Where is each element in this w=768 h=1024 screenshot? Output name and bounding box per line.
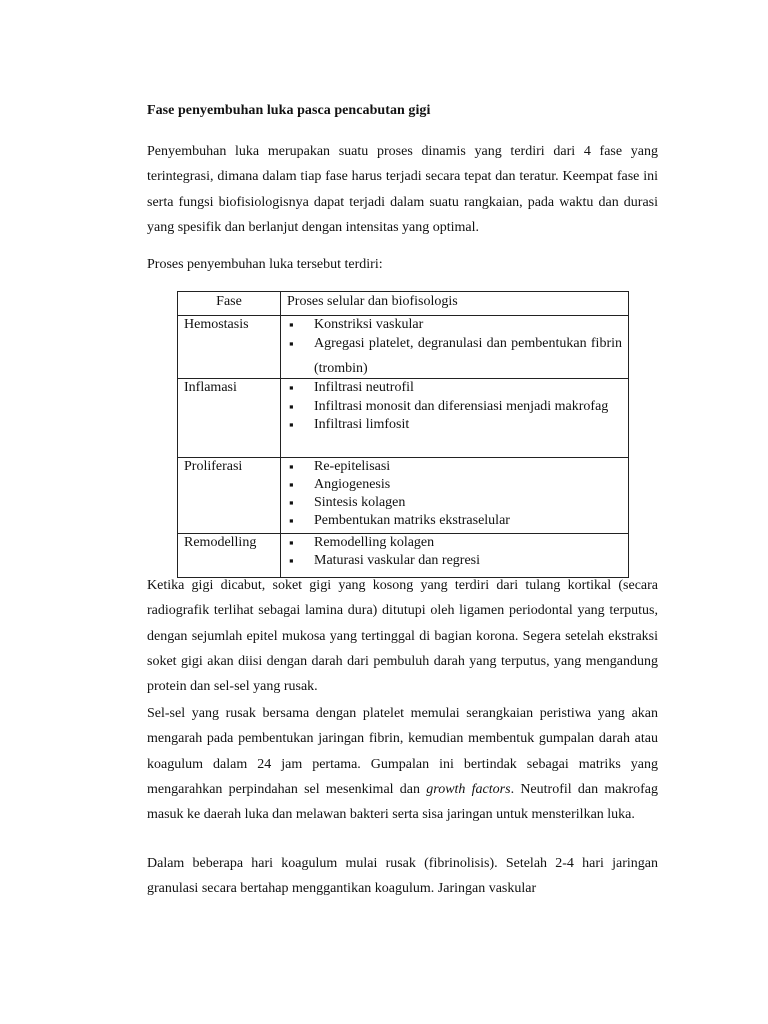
process-list	[287, 379, 622, 434]
list-item: ▪ Infiltrasi monosit dan diferensiasi menjadi makrofag	[314, 394, 622, 419]
table-row	[178, 316, 629, 379]
healing-phases-table	[177, 291, 629, 578]
table-lead-text: Proses penyembuhan luka tersebut terdiri:	[147, 257, 383, 272]
header-phase: Fase	[178, 292, 281, 316]
list-item: ▪ Konstriksi vaskular	[314, 316, 622, 334]
clot-paragraph	[147, 701, 658, 827]
list-item: ▪ Pembentukan matriks ekstraselular	[314, 512, 622, 530]
list-item: ▪ Remodelling kolagen	[314, 534, 622, 552]
phase-label: Proliferasi	[184, 459, 243, 474]
phase-label: Inflamasi	[184, 380, 237, 395]
header-process: Proses selular dan biofisologis	[281, 292, 629, 316]
list-item: ▪ Re-epitelisasi	[314, 458, 622, 476]
list-item: ▪ Angiogenesis	[314, 476, 622, 494]
list-item: ▪ Maturasi vaskular dan regresi	[314, 552, 622, 570]
phase-label: Hemostasis	[184, 317, 249, 332]
list-item: ▪ Infiltrasi limfosit	[314, 416, 622, 434]
table-row	[178, 534, 629, 578]
process-list	[287, 316, 622, 381]
list-item: ▪ Sintesis kolagen	[314, 494, 622, 512]
document-title: Fase penyembuhan luka pasca pencabutan gigi	[147, 103, 431, 118]
clot-text-start: Sel-sel yang rusak bersama dengan platelet memulai serangkaian peristiwa yang akan mengarah pada pembentukan jaringan fibrin, kemudian membentuk gumpalan darah atau koagulum dalam 24 jam pertama. Gumpalan ini bertindak sebagai matriks yang mengarahkan perpindahan sel mesenkimal dan	[147, 706, 658, 797]
fibrinolysis-paragraph: Dalam beberapa hari koagulum mulai rusak (fibrinolisis). Setelah 2-4 hari jaringan granulasi secara bertahap menggantikan koagulum. Jaringan vaskular	[147, 856, 658, 897]
process-list	[287, 534, 622, 570]
list-item: ▪ Agregasi platelet, degranulasi dan pembentukan fibrin (trombin)	[314, 331, 622, 381]
extraction-paragraph: Ketika gigi dicabut, soket gigi yang kosong yang terdiri dari tulang kortikal (secara radiografik terlihat sebagai lamina dura) ditutupi oleh ligamen periodontal yang terputus, dengan sejumlah epitel mukosa yang tertinggal di bagian korona. Segera setelah ekstraksi soket gigi akan diisi dengan darah dari pembuluh darah yang terputus, yang mengandung protein dan sel-sel yang rusak.	[147, 578, 658, 695]
clot-text-end: . Neutrofil dan makrofag masuk ke daerah luka dan melawan bakteri serta sisa jaringan untuk mensterilkan luka.	[147, 781, 658, 823]
table-header-row	[178, 292, 629, 316]
list-item: ▪ Infiltrasi neutrofil	[314, 379, 622, 397]
process-list	[287, 458, 622, 530]
phase-label: Remodelling	[184, 535, 257, 550]
table-row	[178, 458, 629, 534]
table-row	[178, 379, 629, 458]
growth-factors-term: growth factors	[426, 781, 511, 797]
intro-paragraph: Penyembuhan luka merupakan suatu proses dinamis yang terdiri dari 4 fase yang terintegrasi, dimana dalam tiap fase harus terjadi secara tepat dan teratur. Keempat fase ini serta fungsi biofisiologisnya dapat terjadi dalam suatu rangkaian, pada waktu dan durasi yang spesifik dan berlanjut dengan intensitas yang optimal.	[147, 144, 658, 235]
